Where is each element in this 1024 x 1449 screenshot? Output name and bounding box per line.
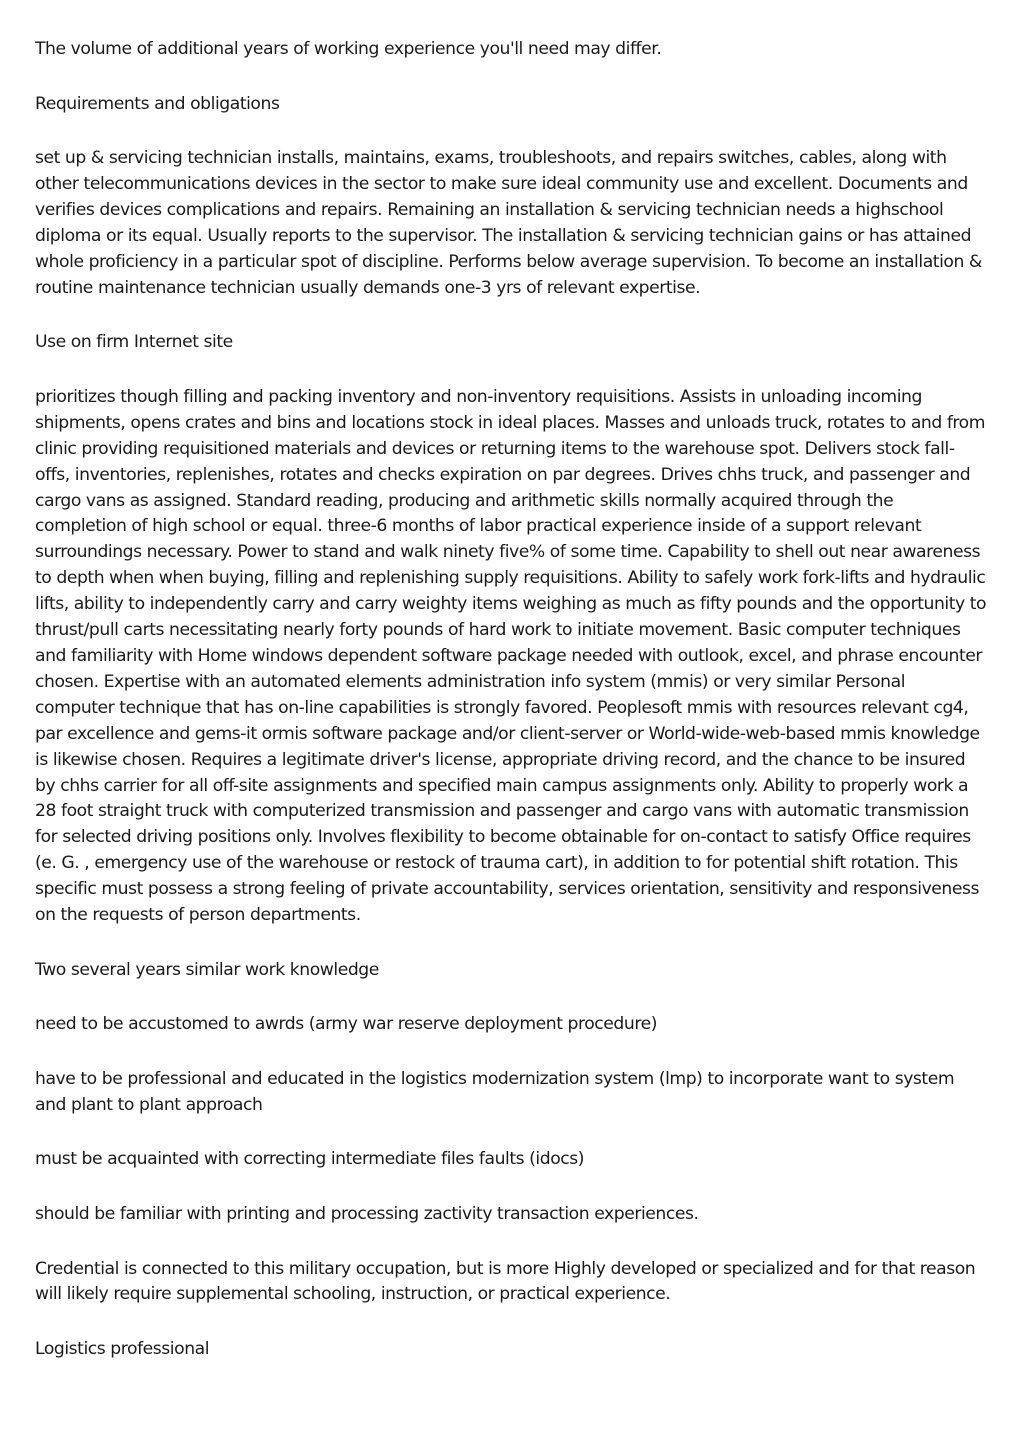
paragraph-inventory-duties: prioritizes though filling and packing inventory and non-inventory requisitions. Assists in unloading incoming shipments, opens crates and bins and locations stock in ideal places. Masses and unloads truck, rotates to and from clinic providing requisitioned materials and devices or returning items to the warehouse spot. Delivers stock fall-offs, inventories, replenishes, rotates and checks expiration on par degrees. Drives chhs truck, and passenger and cargo vans as assigned. Standard reading, producing and arithmetic skills normally acquired through the completion of high school or equal. three-6 months of labor practical experience inside of a support relevant surroundings necessary. Power to stand and walk ninety five% of some time. Capability to shell out near awareness to depth when when buying, filling and replenishing supply requisitions. Ability to safely work fork-lifts and hydraulic lifts, ability to independently carry and carry weighty items weighing as much as fifty pounds and the opportunity to thrust/pull carts necessitating nearly forty pounds of hard work to initiate movement. Basic computer techniques and familiarity with Home windows dependent software package needed with outlook, excel, and phrase encounter chosen. Expertise with an automated elements administration info system (mmis) or very similar Personal computer technique that has on-line capabilities is strongly favored. Peoplesoft mmis with resources relevant cg4, par excellence and gems-it ormis software package and/or client-server or World-wide-web-based mmis knowledge is likewise chosen. Requires a legitimate driver's license, appropriate driving record, and the chance to be insured by chhs carrier for all off-site assignments and specified main campus assignments only. Ability to properly work a 28 foot straight truck with computerized transmission and passenger and cargo vans with automatic transmission for selected driving positions only. Involves flexibility to become obtainable for on-contact to satisfy Office requires (e. G. , emergency use of the warehouse or restock of trauma cart), in addition to for potential shift rotation. This specific must possess a strong feeling of private accountability, services orientation, sensitivity and responsiveness on the requests of person departments. <box>35 386 987 926</box>
paragraph-zactivity: should be familiar with printing and processing zactivity transaction experiences. <box>35 1203 699 1224</box>
paragraph-awrds: need to be accustomed to awrds (army war reserve deployment procedure) <box>35 1014 657 1035</box>
paragraph-credential: Credential is connected to this military occupation, but is more Highly developed or specialized and for that reason will likely require supplemental schooling, instruction, or practical experience. <box>35 1258 976 1305</box>
paragraph-idocs: must be acquainted with correcting intermediate files faults (idocs) <box>35 1149 585 1170</box>
heading-firm-internet-site: Use on firm Internet site <box>35 332 233 353</box>
paragraph-experience-note: The volume of additional years of working experience you'll need may differ. <box>35 39 662 59</box>
paragraph-lmp: have to be professional and educated in the logistics modernization system (lmp) to incorporate want to system and plant to plant approach <box>35 1068 955 1115</box>
document-body <box>35 37 989 1392</box>
heading-work-knowledge: Two several years similar work knowledge <box>35 959 379 980</box>
heading-logistics-professional: Logistics professional <box>35 1339 210 1359</box>
heading-requirements: Requirements and obligations <box>35 93 280 114</box>
paragraph-technician-description: set up & servicing technician installs, maintains, exams, troubleshoots, and repairs switches, cables, along with other telecommunications devices in the sector to make sure ideal community use and excellent. Documents and verifies devices complications and repairs. Remaining an installation & servicing technician needs a highschool diploma or its equal. Usually reports to the supervisor. The installation & servicing technician gains or has attained whole proficiency in a particular spot of discipline. Performs below average supervision. To become an installation & routine maintenance technician usually demands one-3 yrs of relevant expertise. <box>35 148 982 298</box>
